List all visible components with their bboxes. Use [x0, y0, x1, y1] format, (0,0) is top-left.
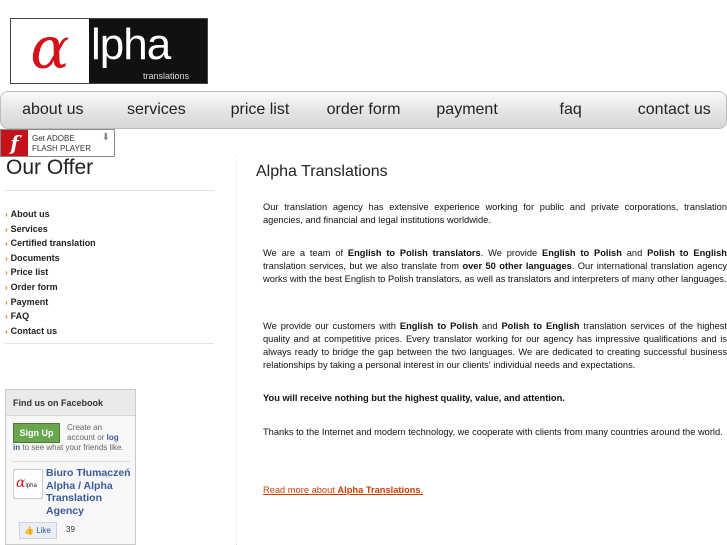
sidebar-item-certified-translation[interactable]: › Certified translation: [5, 238, 96, 249]
arrow-right-icon: ›: [5, 253, 8, 263]
divider: [12, 461, 130, 462]
nav-services[interactable]: services: [127, 101, 186, 118]
page-avatar[interactable]: αlpha: [13, 469, 43, 499]
internet-paragraph: Thanks to the Internet and modern technology, we cooperate with clients from many countries around the world.: [263, 427, 723, 437]
arrow-right-icon: ›: [5, 239, 8, 249]
arrow-right-icon: ›: [5, 326, 8, 336]
main-nav: [0, 91, 727, 129]
nav-order-form[interactable]: order form: [326, 101, 401, 118]
like-count: 39: [66, 525, 75, 534]
page-title: Alpha Translations: [256, 163, 388, 180]
sidebar-item-about-us[interactable]: › About us: [5, 209, 50, 219]
quality-statement: You will receive nothing but the highest quality, value, and attention.: [263, 393, 565, 403]
nav-about-us[interactable]: about us: [22, 101, 84, 118]
arrow-right-icon: ›: [5, 224, 8, 234]
facebook-like-box: [5, 389, 136, 545]
divider: [4, 343, 214, 344]
flash-line1: Get ADOBE: [32, 134, 75, 143]
nav-contact-us[interactable]: contact us: [637, 101, 711, 118]
read-more-link[interactable]: Read more about Alpha Translations.: [263, 485, 424, 495]
team-paragraph: We are a team of English to Polish translators. We provide English to Polish and Polish to English translation services, but we also translate from over 50 other languages. Our international translation agency works with the best English to Polish translators, as well as translators and interpreters of many other languages.: [263, 248, 727, 284]
download-arrow-icon: ⬇: [101, 132, 110, 143]
site-logo[interactable]: [10, 14, 208, 84]
nav-payment[interactable]: payment: [436, 101, 498, 118]
divider: [4, 190, 214, 191]
facebook-signup-text: Create an account or log in to see what your friends like.: [13, 423, 124, 452]
sidebar-item-documents[interactable]: › Documents: [5, 252, 60, 263]
column-divider: [236, 155, 237, 545]
facebook-signup-button[interactable]: Sign Up: [13, 423, 60, 443]
sidebar-item-services[interactable]: › Services: [5, 223, 48, 234]
arrow-right-icon: ›: [5, 282, 8, 292]
arrow-right-icon: ›: [5, 268, 8, 278]
logo-subtitle: translations: [142, 71, 189, 81]
sidebar-item-faq[interactable]: › FAQ: [5, 311, 30, 322]
facebook-login-link-cont[interactable]: in: [13, 443, 21, 452]
arrow-right-icon: ›: [5, 312, 8, 322]
sidebar-title: Our Offer: [6, 156, 94, 179]
services-paragraph: We provide our customers with English to Polish and Polish to English translation services of the highest quality and at competitive prices. Every translator working for our agency has impressive qualifications and is always ready to bridge the gap between the two languages. We are dedicated to creating successful business relationships by taking a personal interest in our clients' individual needs and expectations.: [263, 321, 727, 370]
facebook-header: Find us on Facebook: [6, 390, 135, 416]
facebook-page-name[interactable]: Biuro Tłumaczeń Alpha / Alpha Translation Agency: [46, 467, 131, 517]
get-flash-player-badge[interactable]: [0, 129, 115, 157]
arrow-right-icon: ›: [5, 297, 8, 307]
thumbs-up-icon: 👍: [24, 526, 34, 535]
sidebar-menu: [5, 207, 96, 338]
logo-word: lpha: [91, 20, 171, 69]
intro-paragraph: Our translation agency has extensive experience working for public and private corporations, translation agencies, and financial and legal institutions worldwide.: [263, 202, 727, 225]
sidebar-item-order-form[interactable]: › Order form: [5, 281, 58, 292]
logo-alpha-symbol: α: [30, 14, 70, 82]
sidebar-item-contact-us[interactable]: › Contact us: [5, 325, 58, 336]
arrow-right-icon: ›: [5, 210, 8, 219]
sidebar-item-price-list[interactable]: › Price list: [5, 267, 49, 278]
flash-f-icon: f: [1, 130, 28, 156]
facebook-login-link[interactable]: log: [106, 433, 119, 442]
flash-line2: FLASH PLAYER: [32, 144, 91, 153]
nav-price-list[interactable]: price list: [230, 101, 290, 118]
facebook-like-button[interactable]: 👍 Like: [19, 522, 57, 539]
sidebar-item-payment[interactable]: › Payment: [5, 296, 49, 307]
nav-faq[interactable]: faq: [559, 101, 582, 118]
